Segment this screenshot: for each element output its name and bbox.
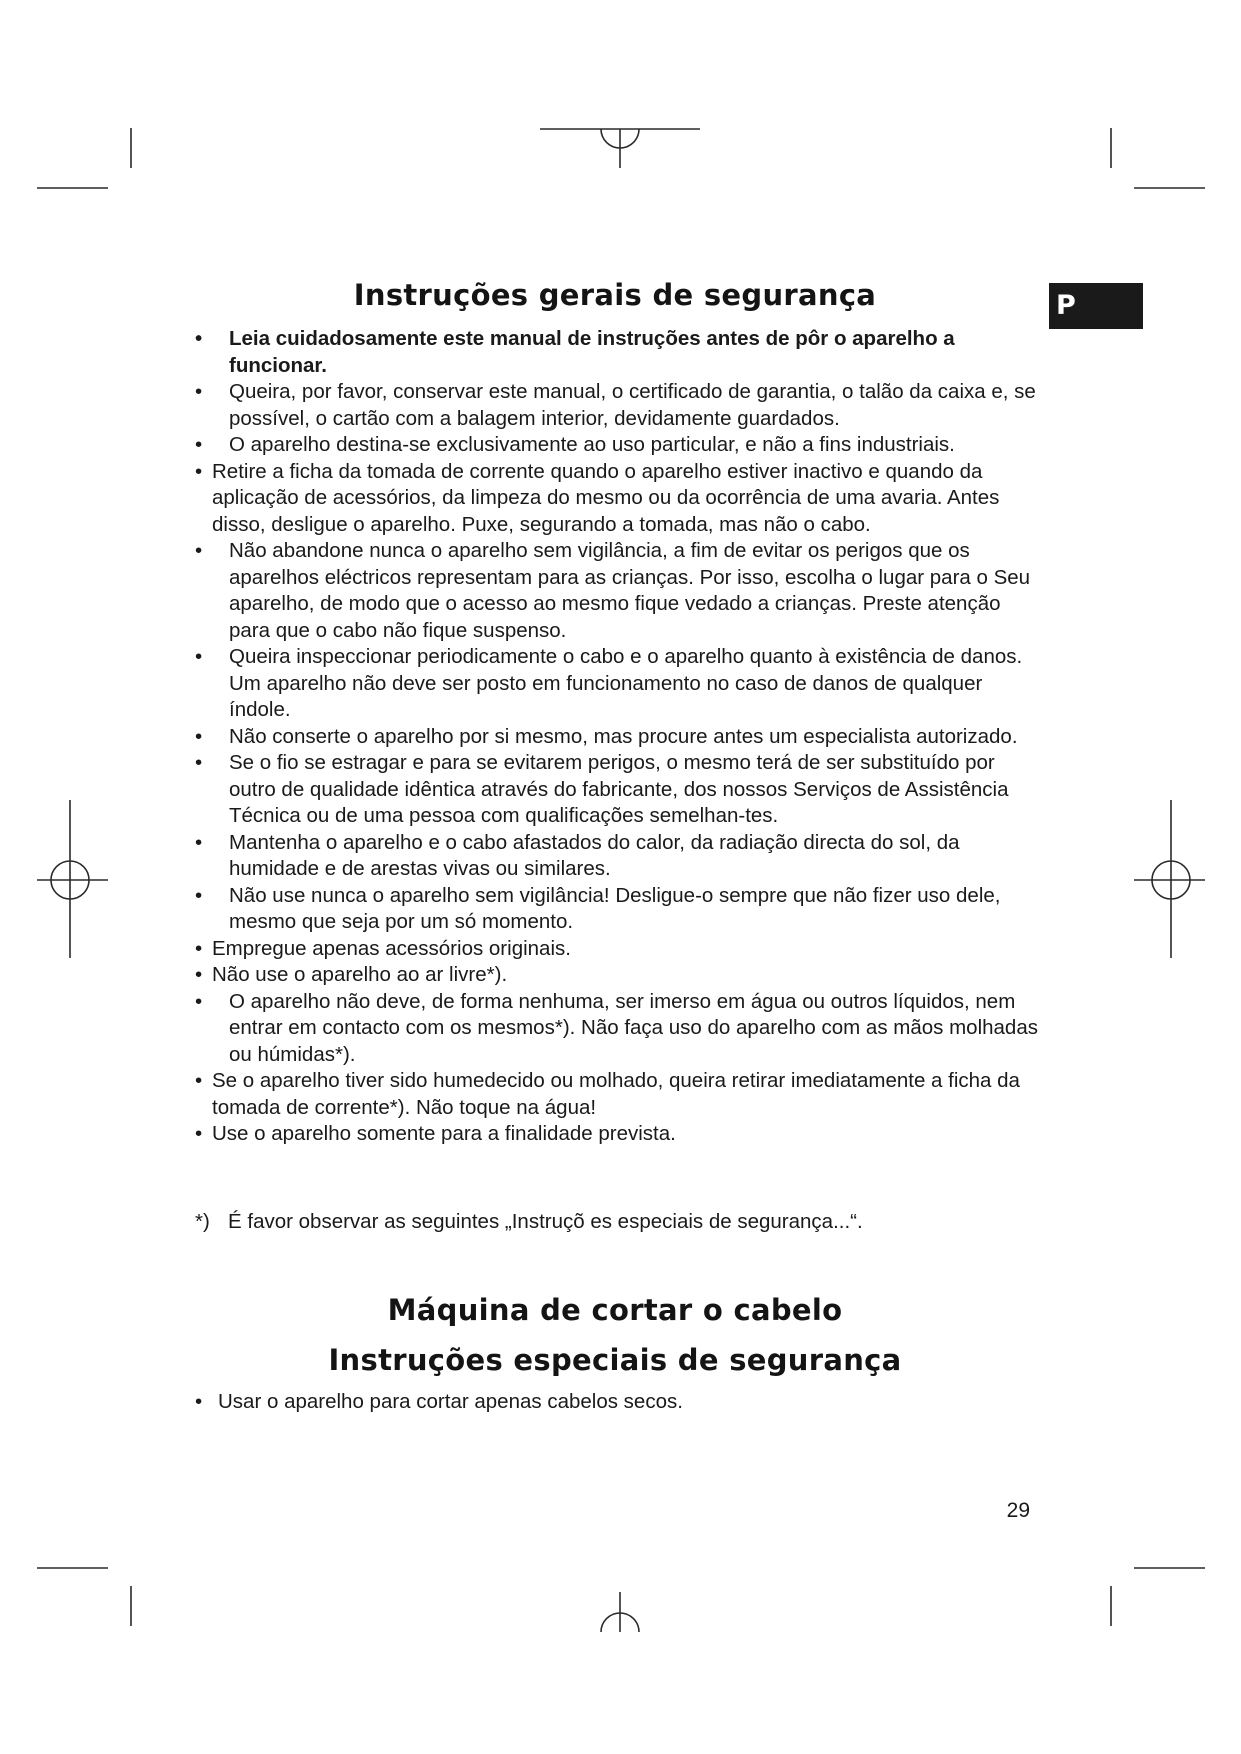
page-number: 29: [1006, 1499, 1030, 1522]
bullet: •: [195, 380, 203, 403]
footnote-mark: *): [195, 1210, 210, 1233]
list-item-text: Não use nunca o aparelho sem vigilância! Desligue-o sempre que não fizer uso dele, mesmo que seja por um só momento.: [229, 883, 1001, 933]
list-item: [195, 1068, 1045, 1121]
bullet: •: [195, 989, 203, 1013]
list-item-text: Mantenha o aparelho e o cabo afastados do calor, da radiação directa do sol, da humidade e de arestas vivas ou similares.: [229, 830, 960, 880]
list-item-text: Empregue apenas acessórios originais.: [212, 936, 571, 960]
list-item: [195, 936, 1045, 963]
list-item-text: Se o fio se estragar e para se evitarem perigos, o mesmo terá de ser substituído por outro de qualidade idêntica através do fabricante, dos nossos Serviços de Assistência Técnica ou de uma pessoa com qualificações semelhan-tes.: [229, 751, 1009, 827]
list-item-text: Se o aparelho tiver sido humedecido ou molhado, queira retirar imediatamente a ficha da tomada de corrente*). Não toque na água!: [212, 1069, 1020, 1119]
list-item-text: Não abandone nunca o aparelho sem vigilância, a fim de evitar os perigos que os aparelhos eléctricos representam para as crianças. Por isso, escolha o lugar para o Seu aparelho, de modo que o acesso ao mesmo fique vedado a crianças. Preste atenção para que o cabo não fique suspenso.: [229, 539, 1031, 642]
list-item: [195, 989, 1045, 1069]
registration-mark-top-icon: [540, 129, 700, 168]
list-item: [195, 962, 1045, 989]
special-safety-list: [195, 1389, 1045, 1416]
list-item-text: Retire a ficha da tomada de corrente quando o aparelho estiver inactivo e quando da aplicação de acessórios, da limpeza do mesmo ou da ocorrência de uma avaria. Antes disso, desligue o aparelho. Puxe, segurando a tomada, mas não o cabo.: [212, 459, 1000, 536]
list-item-text: O aparelho não deve, de forma nenhuma, ser imerso em água ou outros líquidos, nem entrar em contacto com os mesmos*). Não faça uso do aparelho com as mãos molhadas ou húmidas*).: [229, 989, 1038, 1066]
list-item: [195, 644, 1045, 724]
bullet: •: [195, 751, 203, 774]
bullet: •: [195, 459, 203, 483]
list-item: [195, 459, 1045, 539]
list-item-text: Não conserte o aparelho por si mesmo, mas procure antes um especialista autorizado.: [229, 724, 1018, 748]
list-item: [195, 1389, 1045, 1416]
list-item: [195, 538, 1045, 644]
footnote-text: É favor observar as seguintes „Instruçõ es especiais de segurança...“.: [228, 1210, 863, 1233]
list-item: [195, 724, 1045, 751]
list-item-text: Use o aparelho somente para a finalidade prevista.: [212, 1122, 676, 1145]
registration-mark-left-icon: [37, 800, 108, 958]
section-subtitle-special-safety: Instruções especiais de segurança: [328, 1343, 902, 1377]
registration-mark-right-icon: [1134, 800, 1205, 958]
registration-mark-bottom-icon: [601, 1592, 639, 1632]
list-item-text: Leia cuidadosamente este manual de instruções antes de pôr o aparelho a funcionar.: [229, 327, 955, 377]
list-item-text: O aparelho destina-se exclusivamente ao uso particular, e não a fins industriais.: [229, 433, 955, 456]
bullet: •: [195, 883, 203, 907]
list-item: [195, 379, 1045, 432]
list-item: [195, 750, 1045, 830]
bullet: •: [195, 539, 203, 562]
list-item-text: Não use o aparelho ao ar livre*).: [212, 963, 508, 986]
list-item: [195, 326, 1045, 379]
bullet: •: [195, 830, 203, 854]
footnote: [195, 1209, 1045, 1236]
section-title-general-safety: Instruções gerais de segurança: [353, 278, 877, 312]
list-item: [195, 883, 1045, 936]
list-item: [195, 830, 1045, 883]
general-safety-list: [195, 326, 1045, 1148]
list-item-text: Queira inspeccionar periodicamente o cabo e o aparelho quanto à existência de danos. Um aparelho não deve ser posto em funcionamento no caso de danos de qualquer índole.: [229, 645, 1023, 721]
bullet: •: [195, 433, 203, 456]
list-item-text: Usar o aparelho para cortar apenas cabelos secos.: [218, 1390, 683, 1413]
list-item: [195, 1121, 1045, 1148]
bullet: •: [195, 1122, 203, 1145]
section-title-hair-clipper: Máquina de cortar o cabelo: [387, 1293, 843, 1327]
bullet: •: [195, 1390, 203, 1413]
bullet: •: [195, 1069, 203, 1092]
language-tab: P: [1049, 283, 1143, 329]
bullet: •: [195, 645, 203, 668]
bullet: •: [195, 963, 203, 986]
bullet: •: [195, 724, 203, 748]
list-item-text: Queira, por favor, conservar este manual, o certificado de garantia, o talão da caixa e, se possível, o cartão com a balagem interior, devidamente guardados.: [229, 380, 1036, 430]
list-item: [195, 432, 1045, 459]
bullet: •: [195, 327, 203, 350]
bullet: •: [195, 936, 203, 960]
